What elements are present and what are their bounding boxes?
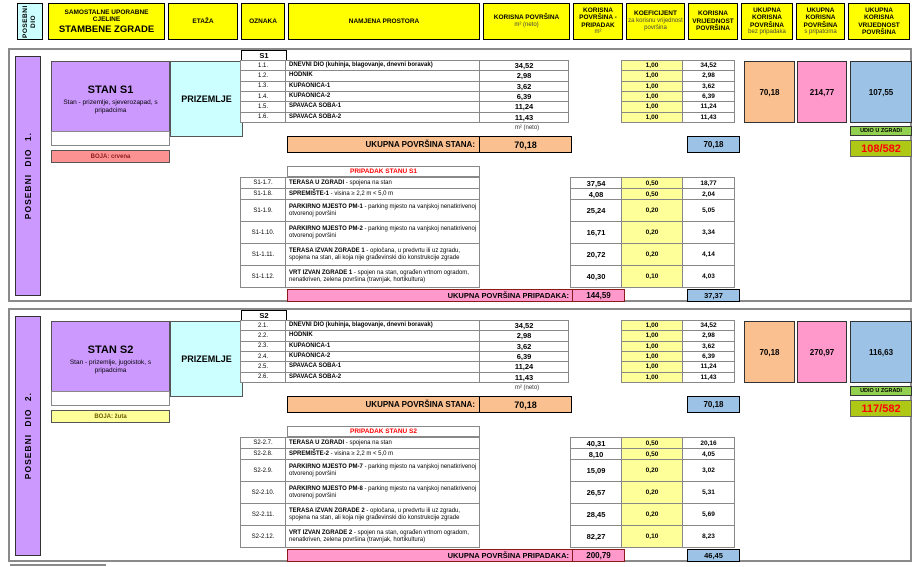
room-number: 2.6.	[240, 372, 286, 383]
unit-subtitle: Stan - prizemlje, sjeverozapad, s pripadcima	[63, 99, 158, 114]
section-label-bar	[15, 316, 41, 556]
column-gap	[569, 373, 622, 383]
room-value: 3,62	[682, 341, 735, 352]
pripadak-coefficient: 0,20	[621, 243, 683, 266]
column-gap	[480, 200, 571, 222]
column-gap	[480, 482, 571, 504]
room-name: KUPAONICA-2	[285, 91, 480, 102]
column-gap	[569, 82, 622, 92]
pripadak-name: TERASA IZVAN ZGRADE 2 - opločana, u predvrtu ili uz zgradu, spojena na stan, ali koja nije građevinski dio konstrukcije zgrade	[285, 503, 480, 526]
pripadak-total-label: UKUPNA POVRŠINA PRIPADAKA:	[287, 549, 574, 562]
header-cell-korisna-pripadak: KORISNA POVRŠINA - PRIPADAK m²	[573, 3, 623, 40]
room-area: 11,43	[479, 372, 569, 383]
header-cell-samostalne: SAMOSTALNE UPORABNE CJELINE STAMBENE ZGRADE	[48, 3, 165, 40]
pripadak-number: S1-1.7.	[240, 177, 286, 189]
room-coefficient: 1,00	[621, 330, 683, 341]
pripadak-total-value: 46,45	[687, 549, 740, 562]
column-gap	[480, 222, 571, 244]
room-area: 34,52	[479, 320, 569, 331]
pripadak-number: S2-2.10.	[240, 481, 286, 504]
room-area: 11,24	[479, 101, 569, 112]
pripadak-total-area: 144,59	[572, 289, 625, 302]
pripadak-number: S1-1.8.	[240, 188, 286, 200]
pripadak-total-label: UKUPNA POVRŠINA PRIPADAKA:	[287, 289, 574, 302]
room-value: 3,62	[682, 81, 735, 92]
empty-cell	[51, 391, 170, 406]
room-value: 34,52	[682, 60, 735, 71]
room-coefficient: 1,00	[621, 320, 683, 331]
udio-u-zgradi-badge: UDIO U ZGRADI	[850, 386, 912, 396]
room-area: 11,43	[479, 112, 569, 123]
unit-subtitle: Stan - prizemlje, jugoistok, s pripadcima	[69, 359, 152, 374]
unit-floor-cell: PRIZEMLJE	[170, 321, 243, 397]
pripadak-name: VRT IZVAN ZGRADE 1 - spojen na stan, ograđen vrtnom ogradom, nenatkriven, zelena površina (travnjak, hortikultura)	[285, 265, 480, 288]
room-number: 1.4.	[240, 91, 286, 102]
stan-total-value: 70,18	[687, 396, 740, 413]
pripadak-row	[241, 482, 740, 504]
room-number: 2.2.	[240, 330, 286, 341]
section-label-bar	[15, 56, 41, 296]
room-number: 1.5.	[240, 101, 286, 112]
stan-total-label: UKUPNA POVRŠINA STANA:	[287, 136, 480, 153]
pripadak-area: 26,57	[570, 481, 622, 504]
room-number: 2.4.	[240, 351, 286, 362]
pripadak-row	[241, 504, 740, 526]
pripadak-total-area: 200,79	[572, 549, 625, 562]
stan-total-label: UKUPNA POVRŠINA STANA:	[287, 396, 480, 413]
room-coefficient: 1,00	[621, 81, 683, 92]
pripadak-coefficient: 0,50	[621, 177, 683, 189]
next-block-top-edge	[10, 564, 106, 566]
unit-name-cell	[51, 61, 170, 137]
column-gap	[480, 460, 571, 482]
header-cell-korisna-vrijednost: KORISNA VRIJEDNOST POVRŠINA	[688, 3, 738, 40]
pripadak-area: 28,45	[570, 503, 622, 526]
pripadak-number: S1-1.12.	[240, 265, 286, 288]
room-area: 2,98	[479, 330, 569, 341]
sum-bez-pripadaka-cell: 70,18	[744, 321, 795, 383]
pripadak-number: S1-1.9.	[240, 199, 286, 222]
color-legend-cell: BOJA: žuta	[51, 410, 170, 423]
pripadak-coefficient: 0,50	[621, 188, 683, 200]
pripadak-coefficient: 0,20	[621, 459, 683, 482]
room-value: 11,24	[682, 361, 735, 372]
pripadak-value: 20,16	[682, 437, 735, 449]
sum-s-pripatcima-cell: 270,97	[797, 321, 847, 383]
column-gap	[480, 189, 571, 200]
header-cell-oznaka: OZNAKA	[241, 3, 285, 40]
pripadak-coefficient: 0,20	[621, 481, 683, 504]
pripadak-number: S2-2.8.	[240, 448, 286, 460]
pripadak-value: 5,31	[682, 481, 735, 504]
header-cell-ukupna-s-pripatcima: UKUPNA KORISNA POVRŠINA s pripatcima	[796, 3, 845, 40]
room-coefficient: 1,00	[621, 91, 683, 102]
column-gap	[480, 526, 571, 548]
room-area: 11,24	[479, 361, 569, 372]
sum-bez-pripadaka-cell: 70,18	[744, 61, 795, 123]
posebni-dio-1-block	[8, 48, 912, 302]
pripadak-total-value: 37,37	[687, 289, 740, 302]
room-name: DNEVNI DIO (kuhinja, blagovanje, dnevni boravak)	[285, 60, 480, 71]
pripadak-area: 37,54	[570, 177, 622, 189]
room-number: 1.6.	[240, 112, 286, 123]
column-gap	[569, 92, 622, 102]
unit-title: STAN S2	[87, 344, 134, 356]
room-coefficient: 1,00	[621, 372, 683, 383]
pripadak-value: 18,77	[682, 177, 735, 189]
stan-total-value: 70,18	[687, 136, 740, 153]
neto-unit-note: m² (neto)	[514, 125, 540, 131]
column-gap	[569, 331, 622, 341]
room-row	[241, 113, 740, 123]
pripadak-area: 4,08	[570, 188, 622, 200]
sum-vrijednost-cell: 116,63	[850, 321, 912, 383]
room-name: SPAVAĆA SOBA-1	[285, 361, 480, 372]
room-coefficient: 1,00	[621, 60, 683, 71]
room-area: 2,98	[479, 70, 569, 81]
sum-s-pripatcima-cell: 214,77	[797, 61, 847, 123]
udio-ratio-value: 108/582	[850, 140, 912, 157]
column-gap	[569, 362, 622, 372]
header-cell-etaza: ETAŽA	[168, 3, 238, 40]
pripadak-number: S2-2.9.	[240, 459, 286, 482]
room-name: HODNIK	[285, 70, 480, 81]
pripadak-number: S2-2.7.	[240, 437, 286, 449]
pripadak-name: SPREMIŠTE-2 - visina ≥ 2,2 m < 5,0 m	[285, 448, 480, 460]
pripadak-area: 15,09	[570, 459, 622, 482]
pripadak-coefficient: 0,20	[621, 199, 683, 222]
header-cell-koeficijent: KOEFICIJENT za korisnu vrijednost površina	[626, 3, 685, 40]
room-area: 6,39	[479, 351, 569, 362]
pripadak-coefficient: 0,20	[621, 503, 683, 526]
pripadak-value: 4,14	[682, 243, 735, 266]
sum-vrijednost-cell: 107,55	[850, 61, 912, 123]
pripadak-coefficient: 0,50	[621, 448, 683, 460]
pripadak-value: 3,34	[682, 221, 735, 244]
pripadak-value: 4,05	[682, 448, 735, 460]
column-gap	[569, 342, 622, 352]
pripadak-value: 4,03	[682, 265, 735, 288]
room-coefficient: 1,00	[621, 361, 683, 372]
column-gap	[480, 178, 571, 189]
room-row	[241, 373, 740, 383]
room-area: 6,39	[479, 91, 569, 102]
room-coefficient: 1,00	[621, 101, 683, 112]
room-value: 11,43	[682, 372, 735, 383]
pripadak-area: 82,27	[570, 525, 622, 548]
pripadak-name: PARKIRNO MJESTO PM-8 - parking mjesto na vanjskoj nenatkrivenoj otvorenoj površini	[285, 481, 480, 504]
pripadak-name: VRT IZVAN ZGRADE 2 - spojen na stan, ograđen vrtnom ogradom, nenatkriven, zelena površina (travnjak, hortikultura)	[285, 525, 480, 548]
pripadak-area: 25,24	[570, 199, 622, 222]
room-number: 1.1.	[240, 60, 286, 71]
pripadak-name: PARKIRNO MJESTO PM-2 - parking mjesto na vanjskoj nenatkrivenoj otvorenoj površini	[285, 221, 480, 244]
posebni-dio-2-block	[8, 308, 912, 562]
pripadak-area: 40,30	[570, 265, 622, 288]
udio-ratio-value: 117/582	[850, 400, 912, 417]
unit-name-cell	[51, 321, 170, 397]
rooms-table	[241, 321, 740, 383]
pripadak-coefficient: 0,20	[621, 221, 683, 244]
header-cell-ukupna-bez-pripadaka: UKUPNA KORISNA POVRŠINA bez pripadaka	[741, 3, 793, 40]
pripadak-number: S2-2.12.	[240, 525, 286, 548]
column-gap	[480, 244, 571, 266]
pripadak-number: S2-2.11.	[240, 503, 286, 526]
room-value: 6,39	[682, 351, 735, 362]
room-number: 1.3.	[240, 81, 286, 92]
pripadak-area: 20,72	[570, 243, 622, 266]
room-value: 2,98	[682, 70, 735, 81]
pripadak-value: 8,23	[682, 525, 735, 548]
room-number: 2.1.	[240, 320, 286, 331]
pripadak-coefficient: 0,50	[621, 437, 683, 449]
pripadak-coefficient: 0,10	[621, 525, 683, 548]
header-cell-namjena: NAMJENA PROSTORA	[288, 3, 480, 40]
rooms-table	[241, 61, 740, 123]
empty-cell	[51, 131, 170, 146]
room-coefficient: 1,00	[621, 70, 683, 81]
room-number: 2.5.	[240, 361, 286, 372]
room-value: 11,24	[682, 101, 735, 112]
pripadak-row	[241, 266, 740, 288]
pripadak-area: 8,10	[570, 448, 622, 460]
header-cell-korisna-povrsina: KORISNA POVRŠINA m² (neto)	[483, 3, 570, 40]
unit-code-cell: S1	[241, 50, 287, 61]
room-name: KUPAONICA-1	[285, 81, 480, 92]
room-coefficient: 1,00	[621, 341, 683, 352]
stan-total-area: 70,18	[479, 136, 572, 153]
room-name: SPAVAĆA SOBA-1	[285, 101, 480, 112]
column-gap	[480, 449, 571, 460]
unit-title: STAN S1	[87, 84, 134, 96]
pripadak-table	[241, 438, 740, 548]
room-number: 2.3.	[240, 341, 286, 352]
room-name: KUPAONICA-2	[285, 351, 480, 362]
header-posebni-dio-label: POSEBNI DIO	[22, 5, 37, 38]
room-number: 1.2.	[240, 70, 286, 81]
unit-floor-cell: PRIZEMLJE	[170, 61, 243, 137]
column-gap	[569, 61, 622, 71]
pripadak-row	[241, 244, 740, 266]
pripadak-name: TERASA IZVAN ZGRADE 1 - opločana, u predvrtu ili uz zgradu, spojena na stan, ali koja nije građevinski dio konstrukcije zgrade	[285, 243, 480, 266]
room-name: HODNIK	[285, 330, 480, 341]
stan-total-area: 70,18	[479, 396, 572, 413]
column-gap	[569, 102, 622, 112]
pripadak-number: S1-1.10.	[240, 221, 286, 244]
pripadak-name: PARKIRNO MJESTO PM-7 - parking mjesto na vanjskoj nenatkrivenoj otvorenoj površini	[285, 459, 480, 482]
room-area: 3,62	[479, 81, 569, 92]
pripadak-name: TERASA U ZGRADI - spojena na stan	[285, 437, 480, 449]
pripadak-name: TERASA U ZGRADI - spojena na stan	[285, 177, 480, 189]
room-value: 2,98	[682, 330, 735, 341]
unit-code-cell: S2	[241, 310, 287, 321]
neto-unit-note: m² (neto)	[514, 385, 540, 391]
pripadak-name: SPREMIŠTE-1 - visina ≥ 2,2 m < 5,0 m	[285, 188, 480, 200]
column-gap	[480, 266, 571, 288]
room-name: DNEVNI DIO (kuhinja, blagovanje, dnevni boravak)	[285, 320, 480, 331]
room-value: 6,39	[682, 91, 735, 102]
pripadak-value: 5,69	[682, 503, 735, 526]
room-name: SPAVAĆA SOBA-2	[285, 112, 480, 123]
pripadak-value: 2,04	[682, 188, 735, 200]
pripadak-section-title: PRIPADAK STANU S1	[287, 166, 480, 177]
pripadak-area: 16,71	[570, 221, 622, 244]
header-cell-ukupna-vrijednost: UKUPNA KORISNA VRIJEDNOST POVRŠINA	[848, 3, 910, 40]
column-gap	[569, 113, 622, 123]
color-legend-cell: BOJA: crvena	[51, 150, 170, 163]
column-gap	[569, 321, 622, 331]
pripadak-table	[241, 178, 740, 288]
pripadak-value: 3,02	[682, 459, 735, 482]
header-cell-posebni-dio	[17, 3, 43, 40]
column-gap	[569, 71, 622, 81]
section-label: POSEBNI DIO 1.	[23, 132, 33, 220]
pripadak-value: 5,05	[682, 199, 735, 222]
room-coefficient: 1,00	[621, 351, 683, 362]
udio-u-zgradi-badge: UDIO U ZGRADI	[850, 126, 912, 136]
pripadak-row	[241, 200, 740, 222]
room-area: 3,62	[479, 341, 569, 352]
room-coefficient: 1,00	[621, 112, 683, 123]
pripadak-name: PARKIRNO MJESTO PM-1 - parking mjesto na vanjskoj nenatkrivenoj otvorenoj površini	[285, 199, 480, 222]
pripadak-area: 40,31	[570, 437, 622, 449]
pripadak-row	[241, 460, 740, 482]
room-value: 34,52	[682, 320, 735, 331]
column-gap	[480, 504, 571, 526]
room-value: 11,43	[682, 112, 735, 123]
room-name: SPAVAĆA SOBA-2	[285, 372, 480, 383]
pripadak-section-title: PRIPADAK STANU S2	[287, 426, 480, 437]
column-gap	[480, 438, 571, 449]
pripadak-number: S1-1.11.	[240, 243, 286, 266]
column-gap	[569, 352, 622, 362]
room-name: KUPAONICA-1	[285, 341, 480, 352]
section-label: POSEBNI DIO 2.	[23, 392, 33, 480]
pripadak-coefficient: 0,10	[621, 265, 683, 288]
pripadak-row	[241, 526, 740, 548]
room-area: 34,52	[479, 60, 569, 71]
pripadak-row	[241, 222, 740, 244]
